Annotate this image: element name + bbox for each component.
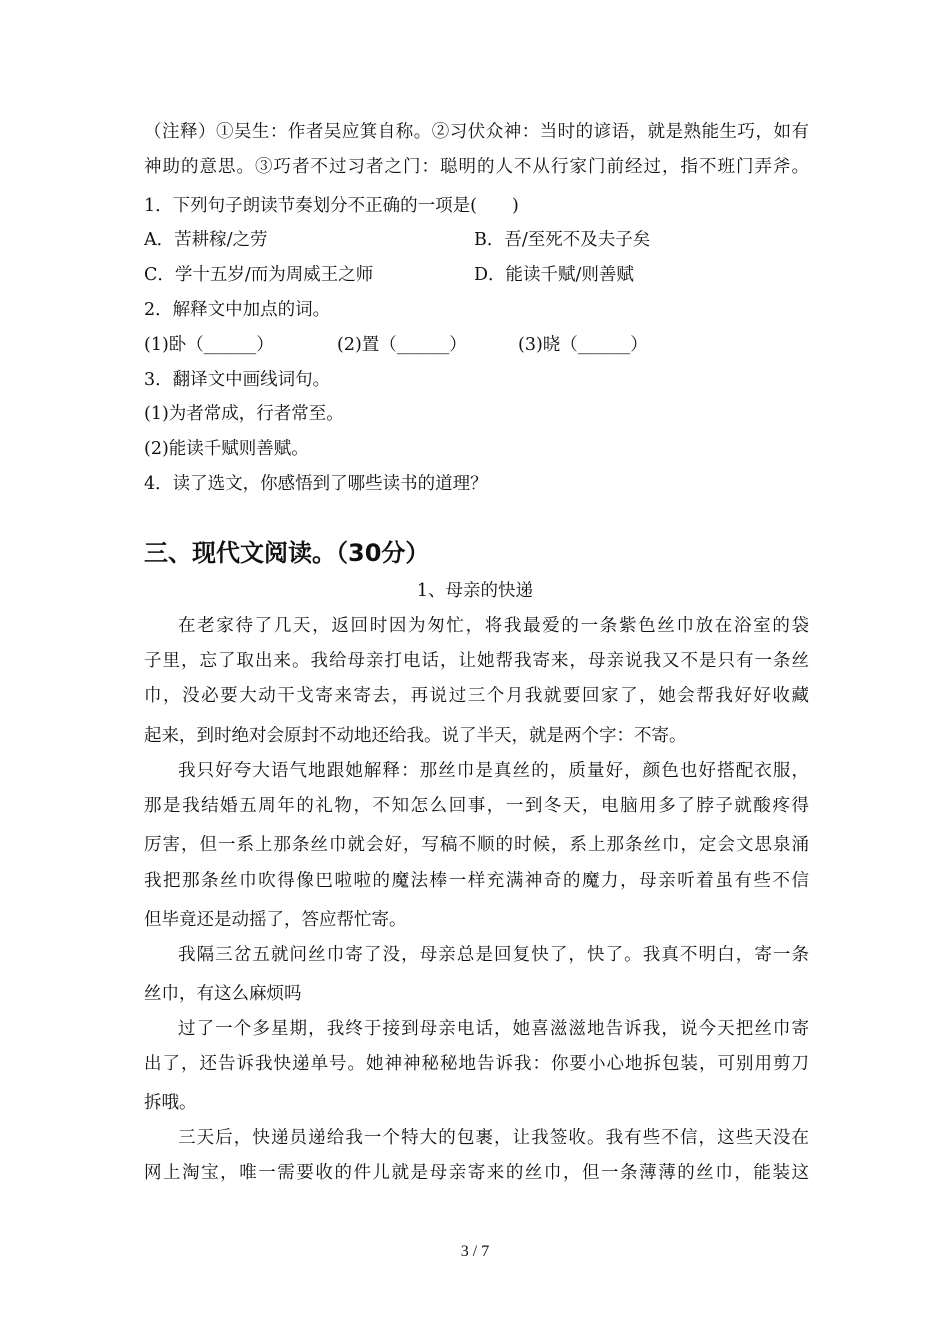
section-title: 三、现代文阅读。（30分） xyxy=(144,539,430,567)
passage-line: 厉害，但一系上那条丝巾就会好，写稿不顺的时候，系上那条丝巾，定会文思泉涌 xyxy=(144,835,809,855)
passage-line: 我只好夸大语气地跟她解释：那丝巾是真丝的，质量好，颜色也好搭配衣服， xyxy=(178,761,809,781)
annotation-line-2: 神助的意思。③巧者不过习者之门：聪明的人不从行家门前经过，指不班门弄斧。 xyxy=(144,157,809,177)
question-1-option-a: A．苦耕稼/之劳 xyxy=(144,230,268,250)
question-3-item-1: (1)为者常成，行者常至。 xyxy=(144,404,344,424)
question-2-item-1: (1)卧（______） xyxy=(144,335,274,355)
passage-line: 拆哦。 xyxy=(144,1093,197,1113)
question-2-prompt: 2．解释文中加点的词。 xyxy=(144,300,331,320)
question-1-prompt: 1．下列句子朗读节奏划分不正确的一项是( ) xyxy=(144,196,519,216)
passage-line: 我隔三岔五就问丝巾寄了没，母亲总是回复快了，快了。我真不明白，寄一条 xyxy=(178,945,809,965)
passage-line: 在老家待了几天，返回时因为匆忙，将我最爱的一条紫色丝巾放在浴室的袋 xyxy=(178,616,809,636)
question-2-item-2: (2)置（______） xyxy=(337,335,467,355)
question-1-option-d: D．能读千赋/则善赋 xyxy=(474,265,634,285)
passage-line: 过了一个多星期，我终于接到母亲电话，她喜滋滋地告诉我，说今天把丝巾寄 xyxy=(178,1019,809,1039)
question-1-option-c: C．学十五岁/而为周威王之师 xyxy=(144,265,374,285)
page-number: 3 / 7 xyxy=(460,1243,490,1260)
passage-line: 丝巾，有这么麻烦吗 xyxy=(144,984,302,1004)
passage-line: 但毕竟还是动摇了，答应帮忙寄。 xyxy=(144,910,407,930)
passage-line: 子里，忘了取出来。我给母亲打电话，让她帮我寄来，母亲说我又不是只有一条丝 xyxy=(144,651,809,671)
passage-line: 网上淘宝，唯一需要收的件儿就是母亲寄来的丝巾，但一条薄薄的丝巾，能装这 xyxy=(144,1163,809,1183)
annotation-line-1: （注释）①吴生：作者吴应箕自称。②习伏众神：当时的谚语，就是熟能生巧，如有 xyxy=(144,122,809,142)
passage-line: 巾，没必要大动干戈寄来寄去，再说过三个月我就要回家了，她会帮我好好收藏 xyxy=(144,686,809,706)
passage-line: 我把那条丝巾吹得像巴啦啦的魔法棒一样充满神奇的魔力，母亲听着虽有些不信 xyxy=(144,871,809,891)
question-3-prompt: 3．翻译文中画线词句。 xyxy=(144,370,331,390)
question-1-option-b: B．吾/至死不及夫子矣 xyxy=(474,230,651,250)
question-3-item-2: (2)能读千赋则善赋。 xyxy=(144,439,309,459)
passage-line: 起来，到时绝对会原封不动地还给我。说了半天，就是两个字：不寄。 xyxy=(144,726,687,746)
passage-line: 三天后，快递员递给我一个特大的包裹，让我签收。我有些不信，这些天没在 xyxy=(178,1128,809,1148)
article-title: 1、母亲的快递 xyxy=(416,581,534,601)
question-4-prompt: 4．读了选文，你感悟到了哪些读书的道理？ xyxy=(144,474,488,494)
question-2-item-3: (3)晓（______） xyxy=(518,335,648,355)
passage-line: 那是我结婚五周年的礼物，不知怎么回事，一到冬天，电脑用多了脖子就酸疼得 xyxy=(144,796,809,816)
passage-line: 出了，还告诉我快递单号。她神神秘秘地告诉我：你要小心地拆包装，可别用剪刀 xyxy=(144,1054,809,1074)
